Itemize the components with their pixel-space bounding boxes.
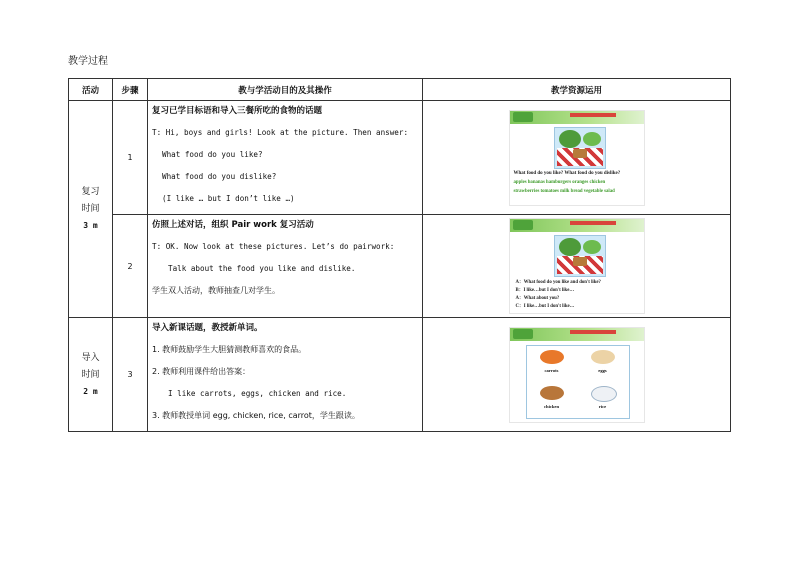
carrots-image — [540, 350, 564, 364]
picnic-scene-image — [554, 127, 606, 169]
dialogue-line: A：What food do you like and don't like? — [515, 280, 601, 285]
step-line: T: OK. Now look at these pictures. Let’s do pairwork: — [152, 242, 395, 251]
slide-words-line: strawberries tomatoes milk bread vegetable salad — [513, 188, 615, 194]
table-row — [69, 215, 731, 318]
step-line: 1. 教师鼓励学生大胆猜测教师喜欢的食品。 — [152, 345, 307, 354]
step-title: 复习已学目标语和导入三餐所吃的食物的话题 — [152, 106, 323, 116]
activity-duration: 2 m — [83, 386, 98, 396]
step-line: (I like … but I don’t like …) — [162, 194, 295, 203]
dialogue-line: B：I like…but I don't like… — [515, 288, 575, 293]
table-header-row — [69, 79, 731, 101]
activity-time-label: 时间 — [81, 369, 100, 380]
picnic-scene-image — [554, 235, 606, 277]
step-line: I like carrots, eggs, chicken and rice. — [168, 389, 347, 398]
slide-logo-icon — [513, 112, 533, 122]
step-title: 导入新课话题，教授新单词。 — [152, 323, 263, 333]
food-item — [578, 346, 628, 382]
rice-image — [591, 386, 617, 402]
slide-header-bar — [510, 111, 644, 124]
resource-cell — [423, 318, 731, 432]
operations-cell — [148, 318, 423, 432]
table-row — [69, 318, 731, 432]
slide-logo-icon — [513, 329, 533, 339]
header-step: 步骤 — [113, 79, 148, 101]
food-caption: rice — [598, 403, 607, 409]
food-item — [578, 382, 628, 418]
activity-duration: 3 m — [83, 221, 98, 230]
chicken-image — [540, 386, 564, 400]
step-number: 3 — [113, 318, 148, 432]
table-row — [69, 101, 731, 215]
slide-header-bar — [510, 328, 644, 341]
step-line: Talk about the food you like and dislike. — [168, 264, 356, 273]
header-activity: 活动 — [69, 79, 113, 101]
section-heading: 教学过程 — [68, 56, 108, 67]
activity-cell-leadin — [69, 318, 113, 432]
activity-name: 导入 — [81, 352, 100, 363]
slide-question: What food do you like? What food do you dislike? — [513, 170, 621, 176]
food-item — [527, 346, 577, 382]
food-item — [527, 382, 577, 418]
courseware-slide — [510, 219, 644, 313]
activity-time-label: 时间 — [81, 204, 100, 214]
courseware-slide — [510, 111, 644, 205]
step-number: 1 — [113, 101, 148, 215]
step-line: 2. 教师利用课件给出答案： — [152, 367, 251, 376]
resource-cell — [423, 101, 731, 215]
eggs-image — [591, 350, 615, 364]
operations-cell — [148, 101, 423, 215]
step-line: T: Hi, boys and girls! Look at the picture. Then answer: — [152, 128, 409, 137]
slide-header-bar — [510, 219, 644, 232]
dialogue-line: A：What about you? — [515, 296, 560, 301]
step-line: 3. 教师教授单词 egg, chicken, rice, carrot，学生跟读。 — [152, 411, 360, 420]
food-grid — [526, 345, 630, 419]
header-resources: 教学资源运用 — [423, 79, 731, 101]
activity-cell-review — [69, 101, 113, 318]
slide-word-list — [514, 178, 640, 196]
dialogue-line: C：I like…but I don't like… — [515, 304, 575, 309]
step-number: 2 — [113, 215, 148, 318]
food-caption: eggs — [598, 367, 607, 373]
slide-words-line: apples bananas hamburgers oranges chicken — [513, 179, 606, 185]
food-caption: carrots — [544, 367, 559, 373]
step-line: 学生双人活动，教师抽查几对学生。 — [152, 286, 280, 295]
activity-name: 复习 — [81, 187, 100, 197]
step-title: 仿照上述对话，组织 Pair work 复习活动 — [152, 220, 314, 230]
slide-logo-icon — [513, 220, 533, 230]
step-line: What food do you like? — [162, 150, 263, 159]
header-operations: 教与学活动目的及其操作 — [148, 79, 423, 101]
step-line: What food do you dislike? — [162, 172, 277, 181]
slide-dialogue — [516, 279, 601, 311]
resource-cell — [423, 215, 731, 318]
food-caption: chicken — [543, 403, 560, 409]
courseware-slide — [510, 328, 644, 422]
operations-cell — [148, 215, 423, 318]
lesson-plan-table — [68, 78, 731, 432]
